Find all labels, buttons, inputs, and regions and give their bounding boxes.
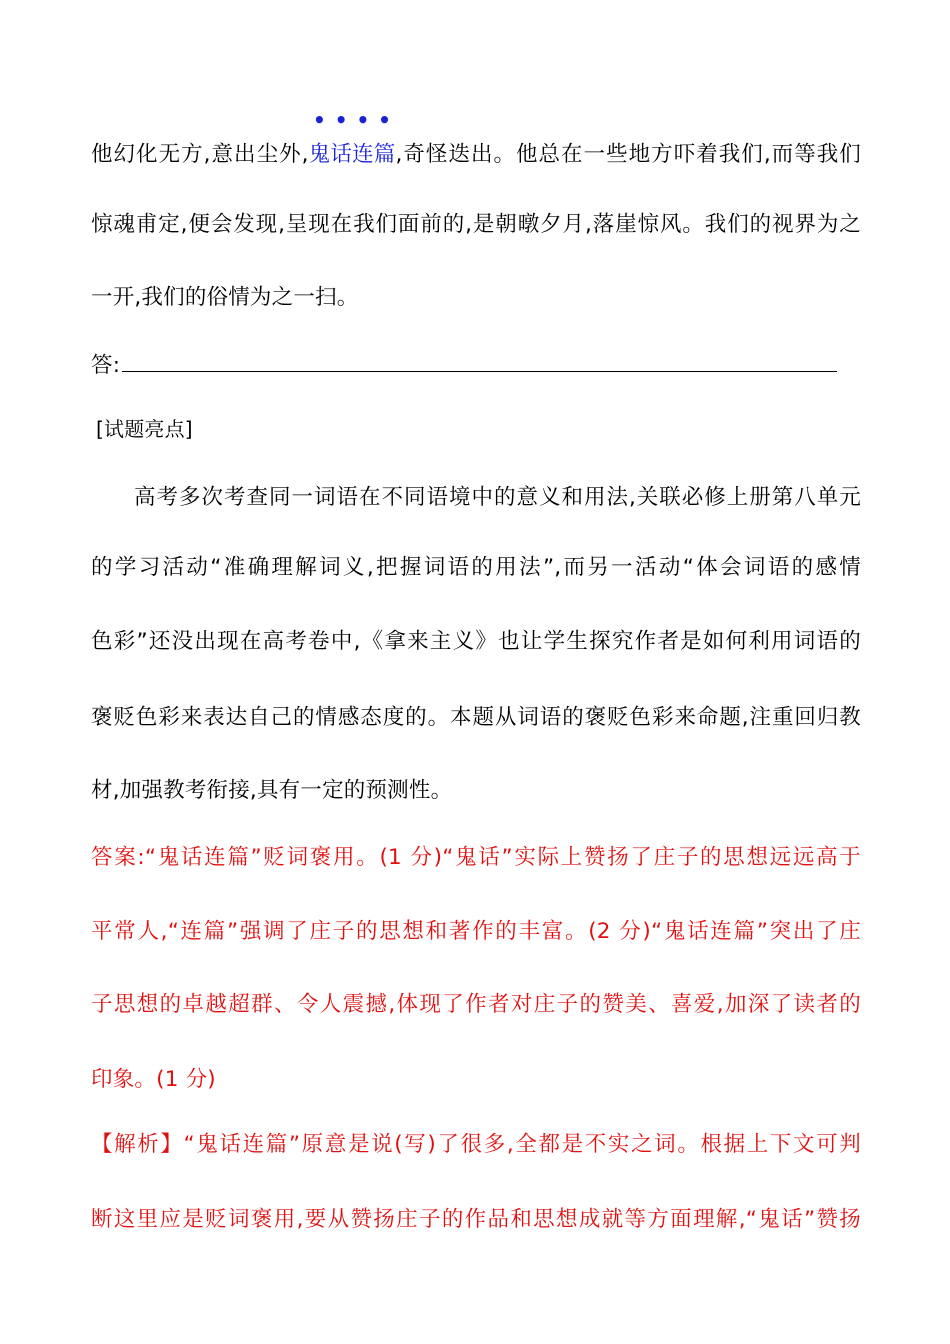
answer-blank-row (91, 349, 861, 381)
highlight-line-3: 色彩”还没出现在高考卷中,《拿来主义》也让学生探究作者是如何利用词语的 (91, 629, 861, 654)
passage-line-1-before: 他幻化无方,意出尘外, (91, 142, 309, 167)
emphasized-term-text: 鬼话连篇 (308, 142, 396, 167)
answer-line-3: 子思想的卓越超群、令人震撼,体现了作者对庄子的赞美、喜爱,加深了读者的 (91, 992, 862, 1017)
answer-line-1: 答案:“鬼话连篇”贬词褒用。(1 分)“鬼话”实际上赞扬了庄子的思想远远高于 (91, 845, 861, 870)
highlight-line-4: 褒贬色彩来表达自己的情感态度的。本题从词语的褒贬色彩来命题,注重回归教 (91, 705, 861, 730)
answer-line-2: 平常人,“连篇”强调了庄子的思想和著作的丰富。(2 分)“鬼话连篇”突出了庄 (91, 919, 861, 944)
answer-blank-line (122, 349, 837, 372)
passage-line-2: 惊魂甫定,便会发现,呈现在我们面前的,是朝暾夕月,落崖惊风。我们的视界为之 (91, 212, 861, 237)
answer-line-4: 印象。(1 分) (91, 1067, 216, 1092)
passage-line-3: 一开,我们的俗情为之一扫。 (91, 285, 359, 310)
emphasis-dots: • • • • (313, 108, 392, 132)
passage-line-1 (91, 108, 861, 170)
highlight-line-1: 高考多次考查同一词语在不同语境中的意义和用法,关联必修上册第八单元 (134, 485, 861, 510)
emphasized-term (308, 108, 396, 170)
analysis-line-2: 断这里应是贬词褒用,要从赞扬庄子的作品和思想成就等方面理解,“鬼话”赞扬 (91, 1207, 861, 1232)
highlight-line-5: 材,加强教考衔接,具有一定的预测性。 (91, 778, 453, 803)
highlight-line-2: 的学习活动“准确理解词义,把握词语的用法”,而另一活动“体会词语的感情 (91, 555, 861, 580)
answer-prompt: 答: (91, 353, 121, 378)
highlight-heading: [试题亮点] (96, 417, 193, 441)
analysis-line-1: 【解析】“鬼话连篇”原意是说(写)了很多,全都是不实之词。根据上下文可判 (91, 1132, 861, 1157)
passage-line-1-after: ,奇怪迭出。他总在一些地方吓着我们,而等我们 (395, 142, 861, 167)
